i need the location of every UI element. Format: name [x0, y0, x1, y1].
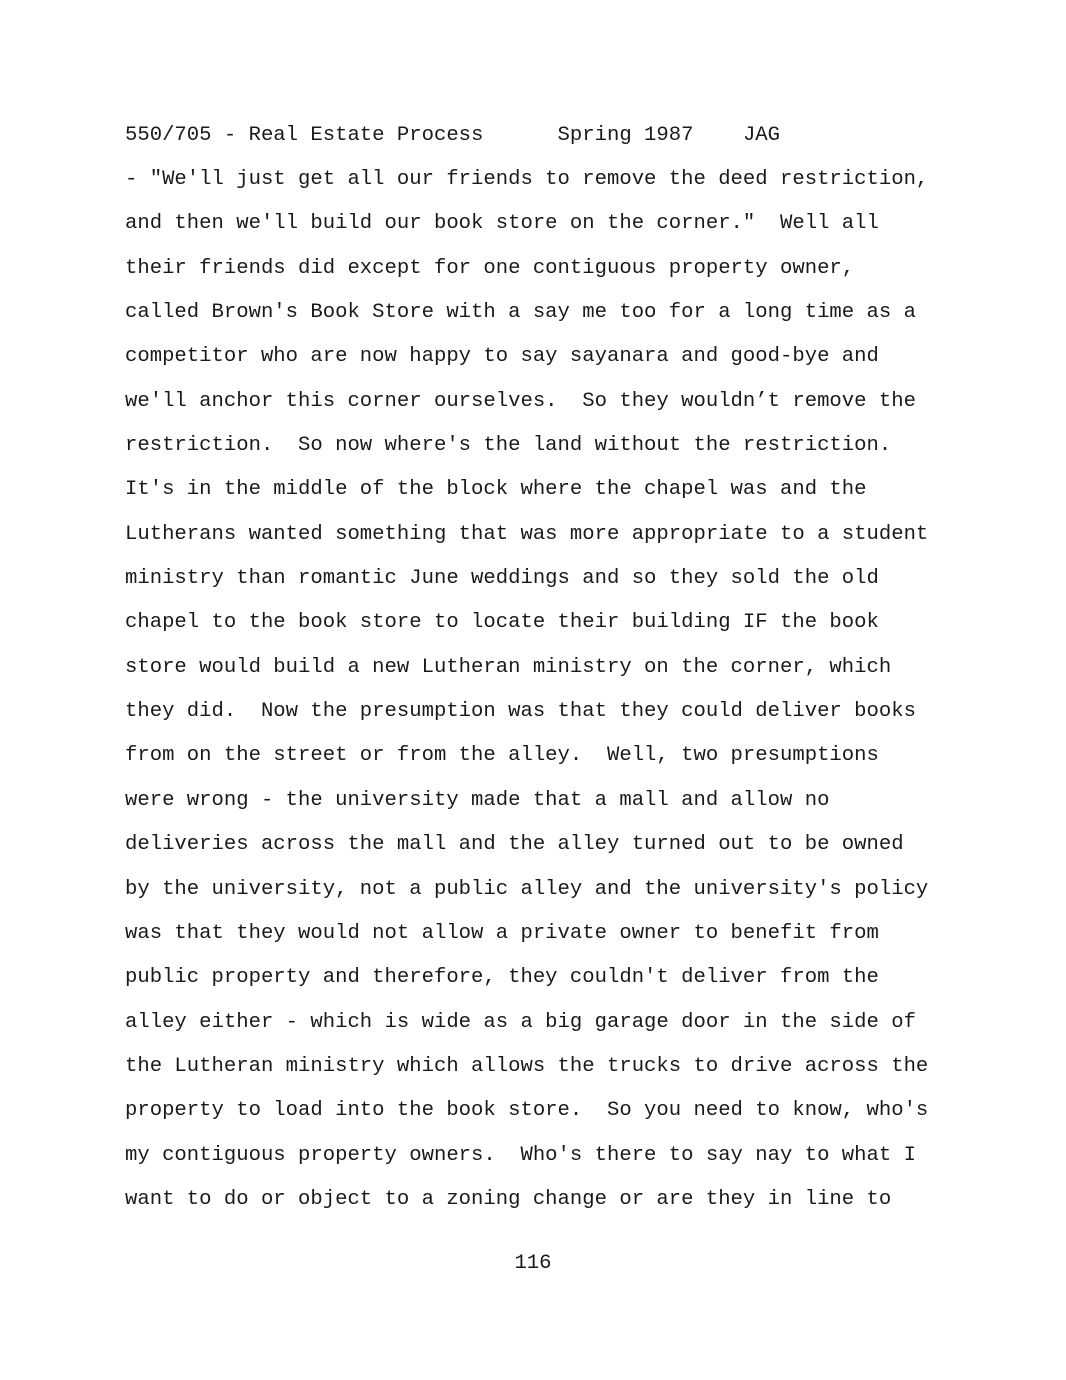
text-line: public property and therefore, they couldn't deliver from the	[125, 966, 879, 990]
text-line: from on the street or from the alley. Well, two presumptions	[125, 744, 879, 768]
author-initials: JAG	[742, 124, 781, 147]
text-line: and then we'll build our book store on the corner." Well all	[125, 212, 879, 236]
text-line: ministry than romantic June weddings and so they sold the old	[125, 567, 879, 591]
text-line: - "We'll just get all our friends to remove the deed restriction,	[125, 168, 929, 191]
text-line: the Lutheran ministry which allows the trucks to drive across the	[125, 1054, 929, 1078]
course-title: 550/705 - Real Estate Process	[125, 124, 484, 147]
transcript-body	[125, 166, 955, 1230]
text-line: they did. Now the presumption was that they could deliver books	[125, 700, 916, 724]
text-line: we'll anchor this corner ourselves. So they wouldn’t remove the	[125, 389, 916, 413]
text-line: property to load into the book store. So you need to know, who's	[125, 1099, 929, 1123]
text-line: want to do or object to a zoning change or are they in line to	[125, 1187, 892, 1211]
text-line: deliveries across the mall and the alley turned out to be owned	[125, 833, 904, 857]
term: Spring 1987	[557, 124, 694, 147]
text-line: called Brown's Book Store with a say me too for a long time as a	[125, 301, 916, 325]
text-line: alley either - which is wide as a big garage door in the side of	[125, 1010, 916, 1034]
text-line: competitor who are now happy to say sayanara and good-bye and	[125, 345, 879, 369]
text-line: It's in the middle of the block where the chapel was and the	[125, 478, 867, 502]
text-line: store would build a new Lutheran ministry on the corner, which	[125, 655, 892, 679]
text-line: was that they would not allow a private owner to benefit from	[125, 921, 879, 945]
text-line: my contiguous property owners. Who's there to say nay to what I	[125, 1143, 916, 1167]
text-line: their friends did except for one contiguous property owner,	[125, 256, 855, 280]
text-line: were wrong - the university made that a mall and allow no	[125, 788, 830, 812]
page-number: 116	[514, 1252, 552, 1275]
text-line: by the university, not a public alley and the university's policy	[125, 877, 929, 901]
text-line: chapel to the book store to locate their building IF the book	[125, 611, 879, 635]
text-line: Lutherans wanted something that was more appropriate to a student	[125, 522, 929, 546]
text-line: restriction. So now where's the land without the restriction.	[125, 434, 892, 458]
page-header	[125, 122, 780, 150]
